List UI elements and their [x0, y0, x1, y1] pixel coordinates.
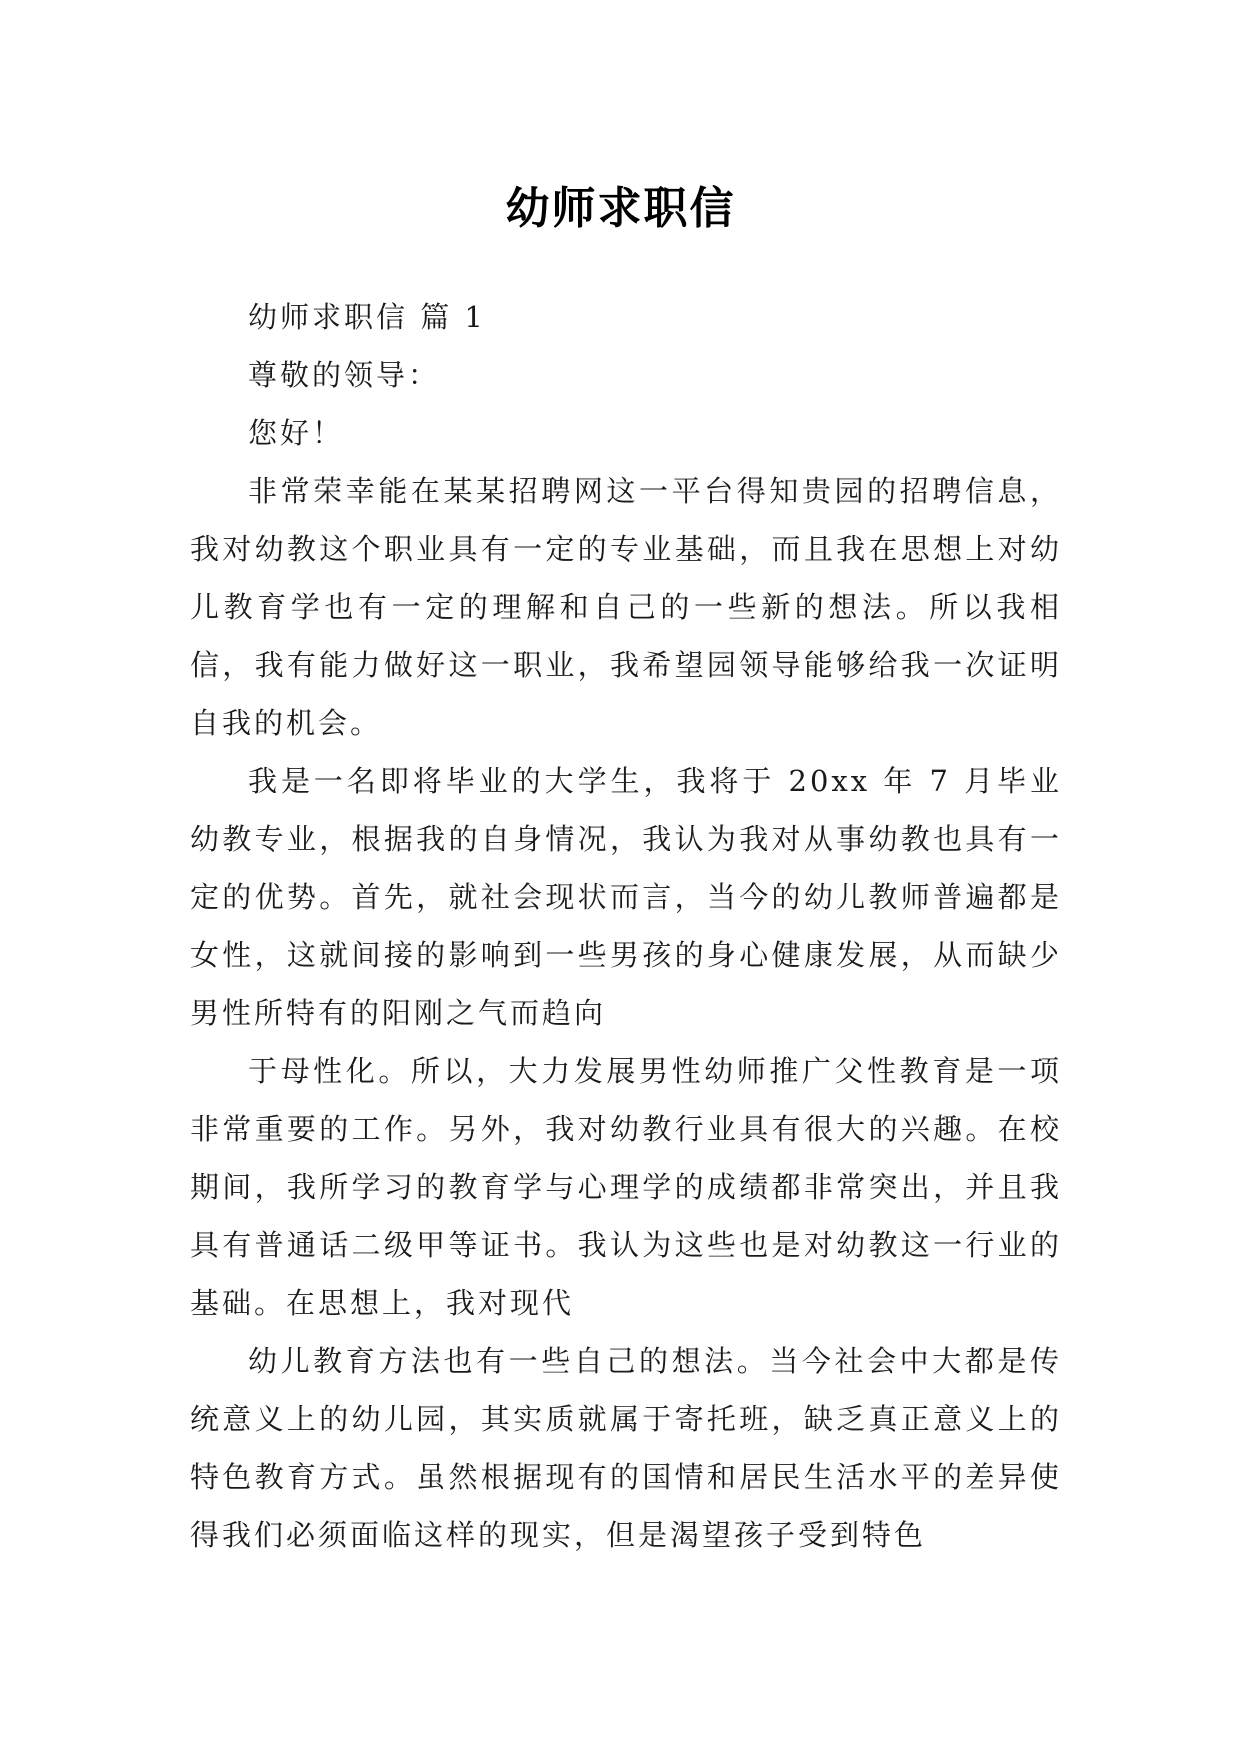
document-body: [190, 288, 1062, 1564]
body-paragraph: 非常荣幸能在某某招聘网这一平台得知贵园的招聘信息，我对幼教这个职业具有一定的专业基础，而且我在思想上对幼儿教育学也有一定的理解和自己的一些新的想法。所以我相信，我有能力做好这一职业，我希望园领导能够给我一次证明自我的机会。: [190, 474, 1062, 740]
body-paragraph: 我是一名即将毕业的大学生，我将于 20xx 年 7 月毕业幼教专业，根据我的自身情况，我认为我对从事幼教也具有一定的优势。首先，就社会现状而言，当今的幼儿教师普遍都是女性，这就间接的影响到一些男孩的身心健康发展，从而缺少男性所特有的阳刚之气而趋向: [190, 764, 1062, 1030]
body-paragraph: 幼儿教育方法也有一些自己的想法。当今社会中大都是传统意义上的幼儿园，其实质就属于寄托班，缺乏真正意义上的特色教育方式。虽然根据现有的国情和居民生活水平的差异使得我们必须面临这样的现实，但是渴望孩子受到特色: [190, 1344, 1062, 1552]
salutation: 尊敬的领导：: [248, 358, 441, 392]
document-title: 幼师求职信: [505, 183, 736, 235]
greeting: 您好！: [248, 416, 345, 450]
body-paragraph: 于母性化。所以，大力发展男性幼师推广父性教育是一项非常重要的工作。另外，我对幼教行业具有很大的兴趣。在校期间，我所学习的教育学与心理学的成绩都非常突出，并且我具有普通话二级甲等证书。我认为这些也是对幼教这一行业的基础。在思想上，我对现代: [190, 1054, 1062, 1320]
section-heading: 幼师求职信 篇 1: [248, 300, 486, 334]
